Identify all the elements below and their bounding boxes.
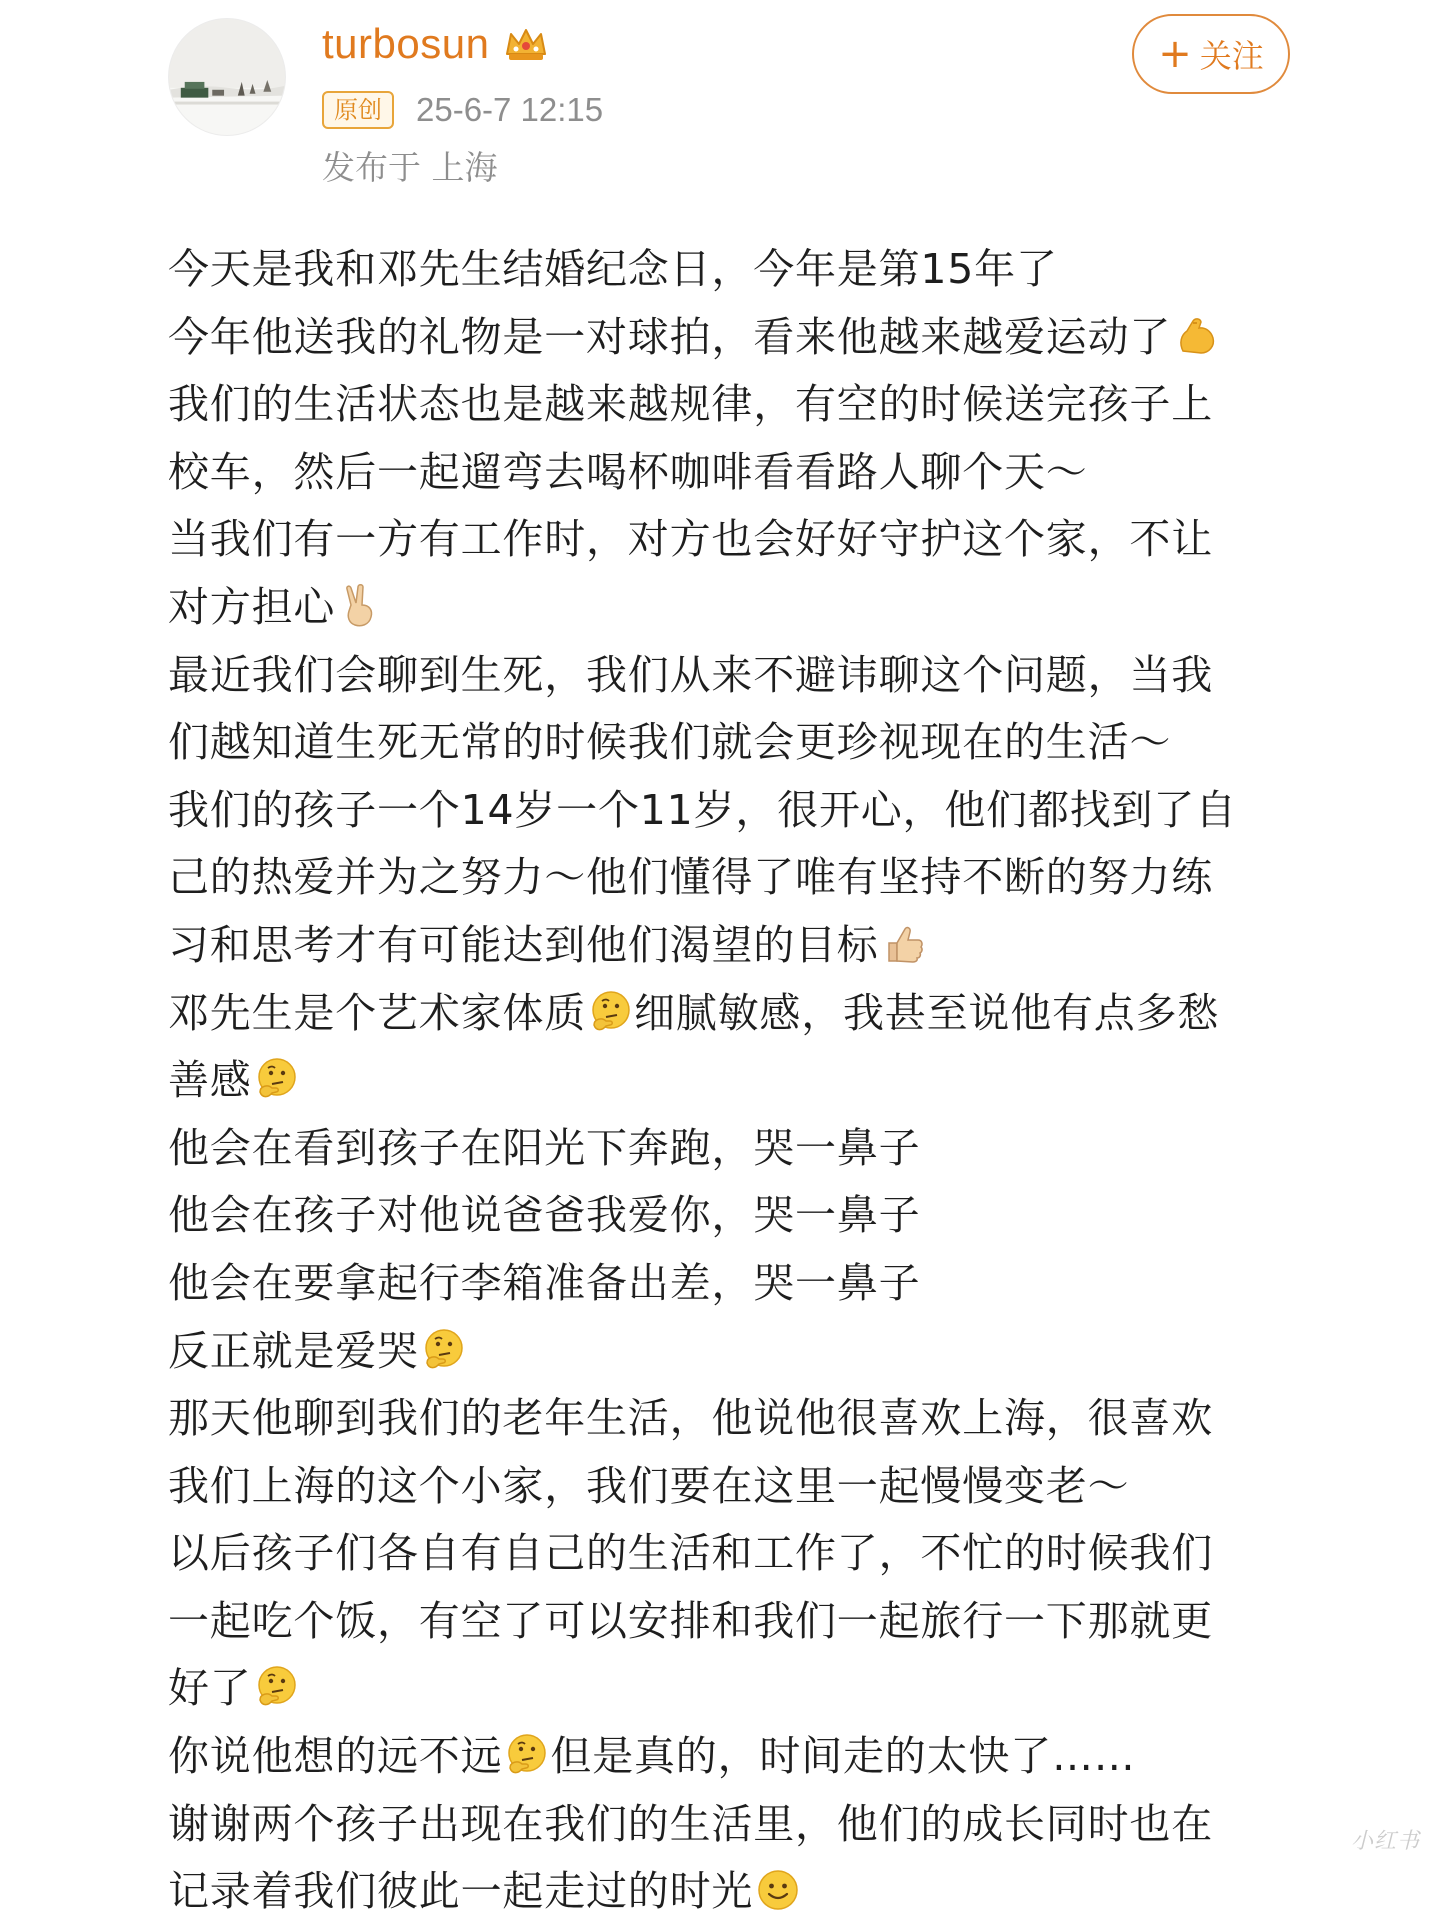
post-line: [168, 1858, 1308, 1920]
post-line: [168, 1115, 1308, 1183]
post-line-text: 我们的孩子一个14岁一个11岁，很开心，他们都找到了自: [168, 785, 1237, 834]
post-line-text: 校车，然后一起遛弯去喝杯咖啡看看路人聊个天～: [168, 447, 1088, 496]
post-line: [168, 1723, 1308, 1791]
watermark: 小红书: [1350, 1828, 1420, 1853]
thinking-face-icon: [588, 988, 634, 1034]
post-line: [168, 304, 1308, 372]
post-line-text: 我们的生活状态也是越来越规律，有空的时候送完孩子上: [168, 380, 1213, 429]
post-line: [168, 1453, 1308, 1521]
post-line-text: 记录着我们彼此一起走过的时光: [168, 1867, 754, 1916]
post-line-text: 善感: [168, 1056, 252, 1105]
plus-icon: +: [1158, 31, 1192, 77]
smiling-face-icon: [755, 1866, 801, 1912]
post-location: 发布于 上海: [322, 148, 498, 187]
post-line: [168, 574, 1308, 642]
post-timestamp: 25-6-7 12:15: [416, 91, 604, 128]
post-line-text: 我们上海的这个小家，我们要在这里一起慢慢变老～: [168, 1461, 1130, 1510]
post-line: [168, 912, 1308, 980]
post-line-text: 们越知道生死无常的时候我们就会更珍视现在的生活～: [168, 718, 1172, 767]
post-line-text: 他会在孩子对他说爸爸我爱你，哭一鼻子: [168, 1191, 921, 1240]
post-line: [168, 1182, 1308, 1250]
thinking-face-icon: [421, 1326, 467, 1372]
post-line: [168, 1318, 1308, 1386]
post-line-text: 你说他想的远不远: [168, 1732, 503, 1781]
post-line-text-continued: 细腻敏感，我甚至说他有点多愁: [634, 988, 1220, 1037]
thinking-face-icon: [504, 1731, 550, 1777]
post-line: [168, 439, 1308, 507]
crown-icon: [503, 24, 549, 64]
post-header: [0, 0, 1440, 200]
post-line-text: 他会在要拿起行李箱准备出差，哭一鼻子: [168, 1258, 921, 1307]
post-line-text: 那天他聊到我们的老年生活，他说他很喜欢上海，很喜欢: [168, 1394, 1213, 1443]
post-line: [168, 1250, 1308, 1318]
post-line: [168, 1385, 1308, 1453]
post-line-text: 己的热爱并为之努力～他们懂得了唯有坚持不断的努力练: [168, 853, 1213, 902]
username-row: [322, 14, 549, 74]
post-line-text: 邓先生是个艺术家体质: [168, 988, 586, 1037]
username[interactable]: turbosun: [322, 20, 490, 67]
post-line-text: 今天是我和邓先生结婚纪念日，今年是第15年了: [168, 245, 1058, 293]
follow-button[interactable]: [1132, 14, 1290, 94]
post-line-text: 反正就是爱哭: [168, 1326, 419, 1375]
flexed-biceps-icon: [1173, 312, 1219, 358]
post-line: [168, 777, 1308, 845]
post-line: [168, 1047, 1308, 1115]
post-line-text-continued: 但是真的，时间走的太快了……: [550, 1732, 1136, 1781]
original-badge: 原创: [322, 91, 394, 129]
post-line: [168, 642, 1308, 710]
post-body: [168, 236, 1308, 1920]
post-line-text: 习和思考才有可能达到他们渴望的目标: [168, 920, 879, 969]
post-line: [168, 1588, 1308, 1656]
post-line: [168, 980, 1308, 1048]
post-line-text: 今年他送我的礼物是一对球拍，看来他越来越爱运动了: [168, 312, 1172, 361]
post-line-text: 以后孩子们各自有自己的生活和工作了，不忙的时候我们: [168, 1529, 1213, 1578]
avatar-snow-landscape-image: [169, 19, 285, 135]
thinking-face-icon: [254, 1055, 300, 1101]
post-line-text: 一起吃个饭，有空了可以安排和我们一起旅行一下那就更: [168, 1596, 1213, 1645]
post-line: [168, 371, 1308, 439]
post-line-text: 对方担心: [168, 582, 336, 631]
post-line: [168, 709, 1308, 777]
post-line-text: 最近我们会聊到生死，我们从来不避讳聊这个问题，当我: [168, 650, 1213, 699]
post-line: [168, 1655, 1308, 1723]
thinking-face-icon: [254, 1663, 300, 1709]
post-line: [168, 506, 1308, 574]
post-line-text: 当我们有一方有工作时，对方也会好好守护这个家，不让: [168, 515, 1213, 564]
follow-label: 关注: [1199, 37, 1264, 75]
post-line: [168, 1791, 1308, 1859]
thumbs-up-icon: [881, 920, 927, 966]
avatar[interactable]: [168, 18, 286, 136]
post-line-text: 谢谢两个孩子出现在我们的生活里，他们的成长同时也在: [168, 1799, 1213, 1848]
post-line: [168, 1520, 1308, 1588]
victory-hand-icon: [337, 582, 383, 628]
post-line-text: 好了: [168, 1664, 252, 1713]
post-line: [168, 236, 1308, 304]
post-line-text: 他会在看到孩子在阳光下奔跑，哭一鼻子: [168, 1123, 921, 1172]
post-meta: [322, 86, 603, 134]
post-line: [168, 844, 1308, 912]
